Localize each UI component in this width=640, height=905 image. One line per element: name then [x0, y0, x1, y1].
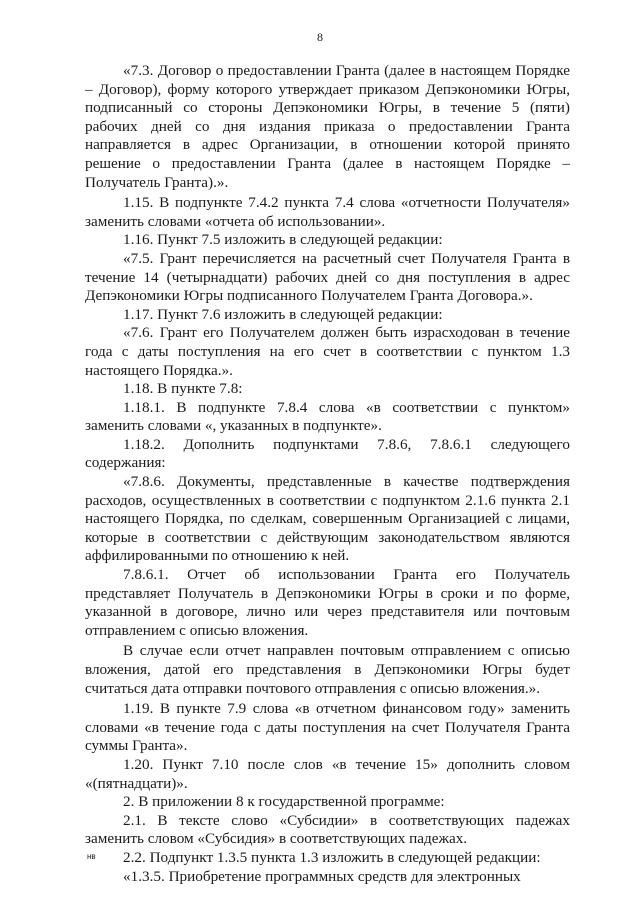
- paragraph-1-15: 1.15. В подпункте 7.4.2 пункта 7.4 слова «отчетности Получателя» заменить словами «отчета об использовании».: [85, 194, 570, 230]
- paragraph-1-18-2: 1.18.2. Дополнить подпунктами 7.8.6, 7.8.6.1 следующего содержания:: [85, 435, 570, 472]
- paragraph-2-1: 2.1. В тексте слово «Субсидии» в соответствующих падежах заменить словом «Субсидия» в соответствующих падежах.: [85, 811, 570, 848]
- paragraph-7-3: «7.3. Договор о предоставлении Гранта (далее в настоящем Порядке – Договор), форму которого утверждает приказом Депэкономики Югры, подписанный со стороны Депэкономики Югры, в течение 5 (пяти) рабочих дней со дня издания приказа о предоставлении Гранта направляется в адрес Организации, в отношении которой принято решение о предоставлении Гранта (далее в настоящем Порядке – Получатель Гранта).».: [85, 62, 570, 191]
- footer-code: нв: [87, 852, 96, 861]
- paragraph-mail-case: В случае если отчет направлен почтовым отправлением с описью вложения, датой его представления в Депэкономики Югры будет считаться дата отправки почтового отправления с описью вложения.».: [85, 642, 570, 697]
- paragraph-7-8-6-1: 7.8.6.1. Отчет об использовании Гранта его Получатель представляет Получатель в Депэкономики Югры в сроки и по форме, указанной в договоре, лично или через представителя или почтовым отправлением с описью вложения.: [85, 566, 570, 639]
- paragraph-7-8-6: «7.8.6. Документы, представленные в качестве подтверждения расходов, осуществленных в соответствии с подпунктом 2.1.6 пункта 2.1 настоящего Порядка, по сделкам, совершенным Организацией с лицами, которые в соответствии с действующим законодательством являются аффилированными по отношению к ней.: [85, 473, 570, 565]
- page-number: 8: [317, 30, 323, 44]
- paragraph-2: 2. В приложении 8 к государственной программе:: [123, 793, 445, 811]
- paragraph-1-20: 1.20. Пункт 7.10 после слов «в течение 15» дополнить словом «(пятнадцати)».: [85, 755, 570, 792]
- paragraph-1-18: 1.18. В пункте 7.8:: [123, 380, 243, 398]
- paragraph-1-3-5: «1.3.5. Приобретение программных средств для электронных: [123, 867, 521, 885]
- paragraph-1-18-1: 1.18.1. В подпункте 7.8.4 слова «в соответствии с пунктом» заменить словами «, указанных в подпункте».: [85, 398, 570, 435]
- paragraph-1-19: 1.19. В пункте 7.9 слова «в отчетном финансовом году» заменить словами «в течение года с даты поступления на счет Получателя Гранта суммы Гранта».: [85, 700, 570, 755]
- paragraph-1-16: 1.16. Пункт 7.5 изложить в следующей редакции:: [123, 231, 443, 249]
- paragraph-1-17: 1.17. Пункт 7.6 изложить в следующей редакции:: [123, 305, 443, 323]
- paragraph-7-6: «7.6. Грант его Получателем должен быть израсходован в течение года с даты поступления на его счет в соответствии с пунктом 1.3 настоящего Порядка.».: [85, 324, 570, 379]
- paragraph-2-2: 2.2. Подпункт 1.3.5 пункта 1.3 изложить в следующей редакции:: [123, 848, 541, 866]
- document-body: [85, 62, 570, 886]
- paragraph-7-5: «7.5. Грант перечисляется на расчетный счет Получателя Гранта в течение 14 (четырнадцати) рабочих дней со дня поступления в адрес Депэкономики Югры подписанного Получателем Гранта Договора.».: [85, 249, 570, 305]
